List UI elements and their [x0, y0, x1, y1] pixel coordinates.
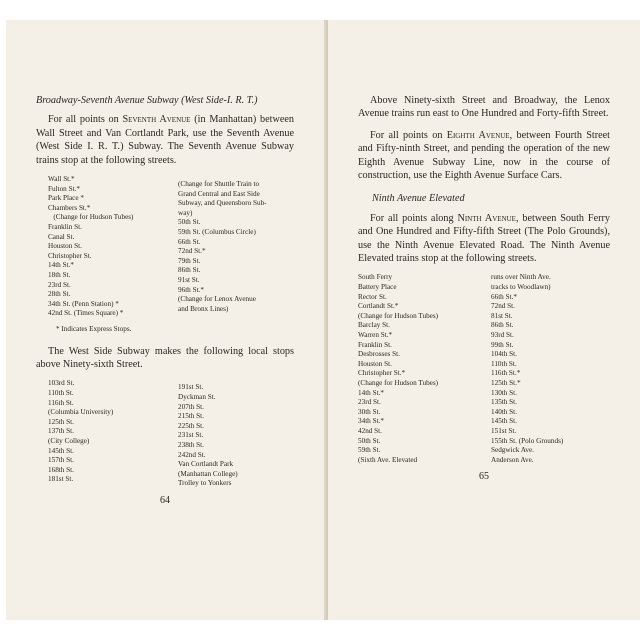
list-item: 231st St. — [178, 431, 204, 440]
list-item: 110th St. — [491, 359, 517, 368]
list-item: 191st St. — [178, 383, 204, 392]
list-item: 215th St. — [178, 412, 204, 421]
list-item: Park Place * — [48, 194, 84, 203]
list-item: (Change for Shuttle Train to — [178, 180, 260, 189]
list-item: Warren St.* — [358, 331, 393, 340]
list-item: (Columbia University) — [48, 408, 114, 417]
list-item: 104th St. — [491, 350, 517, 359]
list-item: 66th St.* — [491, 292, 517, 301]
list-item: (Change for Hudson Tubes) — [358, 311, 439, 320]
intro-text: For all points on — [48, 114, 123, 126]
list-item: 207th St. — [178, 402, 204, 411]
list-item: Anderson Ave. — [491, 455, 534, 464]
ninth-stops-columns — [358, 273, 610, 465]
list-item: Houston St. — [48, 242, 82, 251]
list-item: Chambers St.* — [48, 203, 91, 212]
page-number: 64 — [160, 494, 170, 506]
right-page — [328, 20, 640, 620]
list-item: 66th St. — [178, 237, 201, 246]
list-item: Barclay St. — [358, 321, 390, 330]
list-item: 151st St. — [491, 426, 517, 435]
list-item: 130th St. — [491, 388, 517, 397]
list-item: (Change for Hudson Tubes) — [48, 213, 134, 222]
list-item: Christopher St.* — [358, 369, 406, 378]
list-item: Sedgwick Ave. — [491, 446, 534, 455]
ninth-stops-col2 — [491, 273, 610, 465]
list-item: 91st St. — [178, 275, 200, 284]
list-item: 50th St. — [358, 436, 381, 445]
eighth-avenue: Eighth Avenue — [446, 129, 510, 141]
list-item: 23rd St. — [48, 280, 71, 289]
eighth-text: , between Fourth Street and Fifty-ninth Street, and pending the operation of the new Eighth Avenue Subway Line, now in the course of construction, use the Eighth Avenue Surface Cars. — [358, 129, 610, 182]
list-item: Christopher St. — [48, 251, 92, 260]
list-item: 30th St. — [358, 407, 381, 416]
local-stops-columns — [48, 379, 294, 489]
list-item: 18th St. — [48, 270, 71, 279]
lenox-text: Above Ninety-sixth Street and Broadway, the Lenox Avenue trains run east to One Hundred and Forty-fifth Street. — [358, 95, 610, 120]
list-item: 157th St. — [48, 456, 74, 465]
list-item: (Change for Hudson Tubes) — [358, 379, 439, 387]
ninth-text: , between South Ferry and One Hundred and Fifty-fifth Street (The Polo Grounds), use the Ninth Avenue Elevated Road. The Ninth Avenue Elevated trains stop at the following streets. — [358, 212, 610, 265]
list-item: (Manhattan College) — [178, 469, 238, 478]
list-item: Desbrosses St. — [358, 350, 400, 359]
list-item: 23rd St. — [358, 398, 381, 407]
eighth-ave-paragraph — [358, 129, 610, 183]
intro-text: (in Manhattan) between Wall Street and Van Cortlandt Park, use the Seventh Avenue (West Side I. R. T.) Subway. The Seventh Avenue Subway trains stop at the following streets. — [36, 114, 294, 166]
list-item: 125th St. — [48, 417, 74, 426]
list-item: Rector St. — [358, 292, 387, 301]
list-item: 168th St. — [48, 465, 74, 474]
list-item: 135th St. — [491, 398, 517, 407]
section-heading: Ninth Avenue Elevated — [372, 193, 465, 205]
local-stops-paragraph — [36, 345, 294, 372]
list-item: 42nd St. — [358, 426, 382, 435]
list-item: 242nd St. — [178, 450, 206, 459]
list-item: 225th St. — [178, 421, 204, 430]
list-item: Van Cortlandt Park — [178, 460, 234, 469]
list-item: 145th St. — [491, 417, 517, 426]
list-item: 103rd St. — [48, 379, 75, 388]
list-item: 28th St. — [48, 290, 71, 299]
page-number: 65 — [479, 471, 489, 483]
list-item: 145th St. — [48, 446, 74, 455]
list-item: 34th St.* — [358, 417, 384, 426]
list-item: Subway, and Queensboro Sub- — [178, 199, 267, 208]
intro-avenue: Seventh Avenue — [122, 114, 191, 126]
section-heading: Broadway-Seventh Avenue Subway (West Side-I. R. T.) — [36, 95, 258, 106]
ninth-stops-col1 — [358, 273, 477, 465]
list-item: 116th St.* — [491, 369, 521, 378]
list-item: 238th St. — [178, 440, 204, 449]
list-item: 34th St. (Penn Station) * — [48, 299, 119, 308]
list-item: 14th St.* — [48, 261, 74, 270]
list-item: 110th St. — [48, 388, 74, 397]
ninth-avenue: Ninth Avenue — [457, 212, 516, 224]
list-item: (City College) — [48, 436, 90, 445]
list-item: 137th St. — [48, 427, 74, 436]
list-item: 72nd St.* — [178, 247, 206, 256]
list-item: 50th St. — [178, 218, 201, 227]
list-item: (Sixth Ave. Elevated — [358, 455, 418, 464]
list-item: (Change for Lenox Avenue — [178, 295, 256, 304]
local-stops-col2 — [178, 379, 294, 489]
lenox-paragraph — [358, 94, 610, 121]
footnote: * Indicates Express Stops. — [56, 324, 132, 333]
list-item: South Ferry — [358, 273, 393, 282]
left-page — [6, 20, 324, 620]
list-item: 86th St. — [491, 321, 514, 330]
list-item: Battery Place — [358, 283, 397, 292]
list-item: Cortlandt St.* — [358, 302, 399, 311]
list-item: 181st St. — [48, 475, 74, 484]
list-item: Franklin St. — [358, 340, 392, 349]
ninth-ave-paragraph — [358, 212, 610, 266]
list-item: 155th St. (Polo Grounds) — [491, 436, 564, 445]
list-item: 86th St. — [178, 266, 201, 275]
local-stops-text: The West Side Subway makes the following local stops above Ninety-sixth Street. — [36, 345, 294, 370]
stops-list-col2 — [178, 175, 294, 319]
list-item: way) — [178, 208, 193, 217]
list-item: Wall St.* — [48, 175, 75, 184]
list-item: tracks to Woodlawn) — [491, 283, 551, 292]
list-item: Dyckman St. — [178, 392, 216, 401]
list-item: 125th St.* — [491, 379, 521, 387]
list-item: 96th St.* — [178, 285, 204, 294]
list-item: 81st St. — [491, 311, 513, 320]
list-item: Trolley to Yonkers — [178, 479, 232, 488]
list-item: Franklin St. — [48, 223, 82, 231]
eighth-text: For all points on — [370, 129, 447, 141]
intro-paragraph — [36, 113, 294, 167]
list-item: 42nd St. (Times Square) * — [48, 309, 124, 318]
list-item: runs over Ninth Ave. — [491, 273, 551, 282]
stops-columns — [48, 175, 294, 319]
list-item: 116th St. — [48, 398, 74, 407]
stops-list-col1 — [48, 175, 164, 319]
list-item: 79th St. — [178, 256, 201, 265]
ninth-text: For all points along — [370, 212, 458, 224]
list-item: Canal St. — [48, 232, 75, 241]
list-item: 59th St. (Columbus Circle) — [178, 228, 256, 236]
list-item: 99th St. — [491, 340, 514, 349]
list-item: 140th St. — [491, 407, 517, 416]
list-item: Houston St. — [358, 359, 392, 368]
list-item: and Bronx Lines) — [178, 304, 229, 313]
list-item: 93rd St. — [491, 331, 514, 340]
list-item: Fulton St.* — [48, 184, 80, 193]
list-item: 72nd St. — [491, 302, 515, 311]
list-item: Grand Central and East Side — [178, 189, 260, 198]
list-item: 59th St. — [358, 446, 381, 455]
list-item: 14th St.* — [358, 388, 384, 397]
local-stops-col1 — [48, 379, 164, 489]
